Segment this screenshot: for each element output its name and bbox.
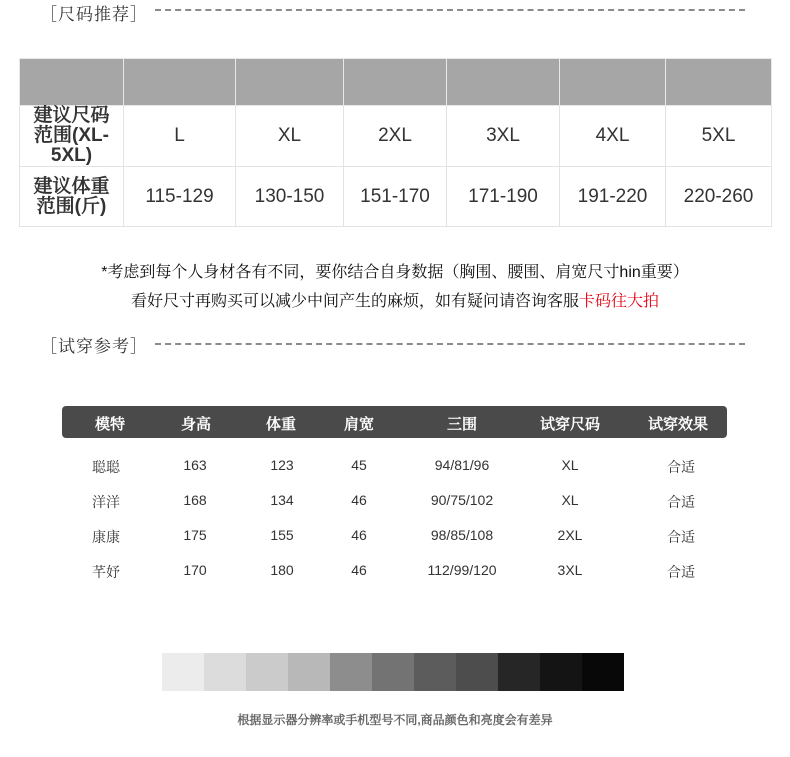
note-highlight: 卡码往大拍 [579, 293, 660, 310]
height-value: 163 [183, 457, 207, 473]
weight-value: 123 [270, 457, 294, 473]
note-line-2 [0, 288, 790, 311]
shoulder-value: 46 [351, 527, 367, 543]
tryon-header-cell: 三围 [446, 416, 478, 433]
color-swatch [456, 653, 498, 691]
row-label-weight [20, 167, 124, 227]
header-cell [666, 59, 772, 106]
header-cell [447, 59, 560, 106]
size-section-header [40, 0, 148, 24]
weight-cell: 151-170 [344, 167, 447, 227]
header-cell [20, 59, 124, 106]
weight-value: 134 [270, 492, 294, 508]
tryon-section-header [40, 332, 148, 356]
shoulder-value: 45 [351, 457, 367, 473]
color-swatch [246, 653, 288, 691]
color-swatch [330, 653, 372, 691]
table-row [62, 560, 727, 582]
table-row [62, 490, 727, 512]
tryon-header-cell: 试穿效果 [647, 416, 709, 433]
size-cell: 2XL [344, 106, 447, 167]
row-label-line: 范围(斤) [36, 195, 107, 217]
measurements-value: 112/99/120 [427, 562, 497, 578]
weight-cell: 115-129 [124, 167, 236, 227]
color-swatch [498, 653, 540, 691]
color-swatch [582, 653, 624, 691]
weight-value: 180 [270, 562, 294, 578]
size-section-divider [155, 9, 745, 11]
tryon-size-value: 3XL [557, 562, 583, 578]
color-swatch [288, 653, 330, 691]
header-cell [124, 59, 236, 106]
table-row [62, 525, 727, 547]
color-swatch [162, 653, 204, 691]
size-cell: L [124, 106, 236, 167]
tryon-header-cell: 体重 [265, 416, 297, 433]
header-cell [344, 59, 447, 106]
table-row-size [20, 106, 772, 167]
color-swatch [204, 653, 246, 691]
size-recommendation-table [19, 58, 772, 227]
weight-cell: 191-220 [560, 167, 666, 227]
tryon-table-header [62, 406, 727, 438]
height-value: 170 [183, 562, 207, 578]
color-swatch-strip [162, 653, 624, 691]
color-swatch [372, 653, 414, 691]
size-cell: XL [236, 106, 344, 167]
measurements-value: 90/75/102 [430, 492, 494, 508]
model-name: 聪聪 [92, 459, 120, 475]
table-row-weight [20, 167, 772, 227]
fit-result: 合适 [667, 529, 695, 545]
header-cell [560, 59, 666, 106]
tryon-header-cell: 试穿尺码 [539, 416, 601, 433]
weight-cell: 171-190 [447, 167, 560, 227]
size-cell: 4XL [560, 106, 666, 167]
fit-result: 合适 [667, 564, 695, 580]
tryon-section-title: ［试穿参考］ [40, 336, 148, 356]
tryon-size-value: 2XL [557, 527, 583, 543]
height-value: 168 [183, 492, 207, 508]
tryon-header-cell: 模特 [94, 416, 126, 433]
model-name: 康康 [92, 529, 120, 545]
model-name: 芊妤 [92, 564, 120, 580]
size-section-title: ［尺码推荐］ [40, 4, 148, 24]
size-cell: 5XL [666, 106, 772, 167]
table-header-bar [20, 59, 772, 106]
shoulder-value: 46 [351, 492, 367, 508]
row-label-line: 范围(XL-5XL) [34, 125, 109, 166]
color-disclaimer: 根据显示器分辨率或手机型号不同,商品颜色和亮度会有差异 [237, 713, 553, 727]
color-swatch [540, 653, 582, 691]
row-label-line: 建议尺码 [33, 105, 110, 126]
note-text: 看好尺寸再购买可以减少中间产生的麻烦，如有疑问请咨询客服 [130, 293, 579, 310]
measurements-value: 98/85/108 [430, 527, 494, 543]
tryon-size-value: XL [561, 492, 579, 508]
tryon-header-cell: 肩宽 [343, 416, 375, 433]
model-name: 洋洋 [92, 494, 120, 510]
size-cell: 3XL [447, 106, 560, 167]
weight-cell: 220-260 [666, 167, 772, 227]
weight-value: 155 [270, 527, 294, 543]
weight-cell: 130-150 [236, 167, 344, 227]
table-row [62, 455, 727, 477]
height-value: 175 [183, 527, 207, 543]
color-swatch [414, 653, 456, 691]
tryon-size-value: XL [561, 457, 579, 473]
row-label-size [20, 106, 124, 167]
fit-result: 合适 [667, 494, 695, 510]
shoulder-value: 46 [351, 562, 367, 578]
note-line-1: *考虑到每个人身材各有不同，要你结合自身数据（胸围、腰围、肩宽尺寸hin重要） [101, 264, 689, 281]
measurements-value: 94/81/96 [434, 457, 490, 473]
fit-result: 合适 [667, 459, 695, 475]
row-label-line: 建议体重 [33, 175, 110, 197]
header-cell [236, 59, 344, 106]
tryon-section-divider [155, 343, 745, 345]
tryon-header-cell: 身高 [180, 416, 212, 433]
